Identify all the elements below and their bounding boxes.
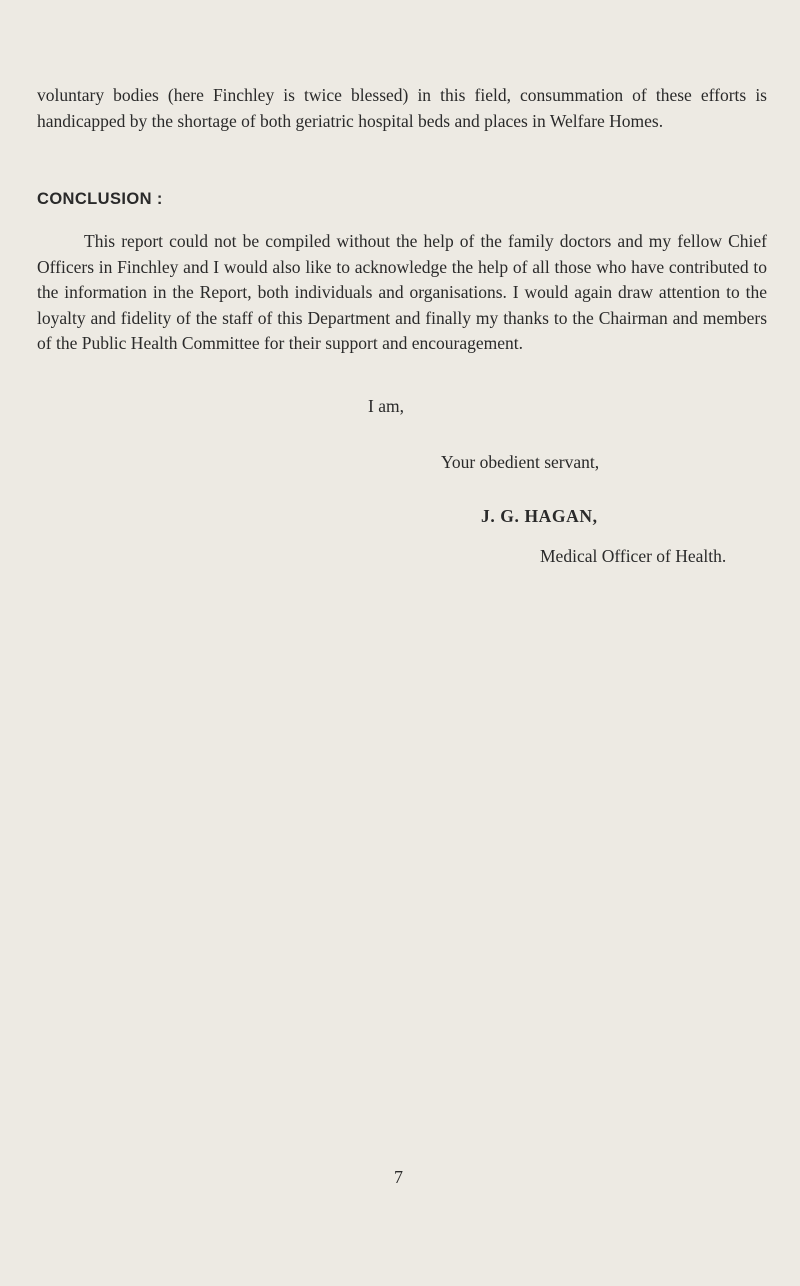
signer-title: Medical Officer of Health. — [540, 546, 727, 566]
page-number: 7 — [394, 1167, 403, 1187]
section-heading: CONCLUSION : — [37, 190, 163, 208]
letter-greeting: I am, — [368, 396, 404, 416]
conclusion-paragraph: This report could not be compiled without the help of the family doctors and my fellow Chief Officers in Finchley and I would also like to acknowledge the help of all those who have contributed to the information in the Report, both individuals and organisations. I would again draw attention to the loyalty and fidelity of the staff of this Department and finally my thanks to the Chairman and members of the Public Health Committee for their support and encouragement. — [37, 231, 767, 354]
signer-name: J. G. HAGAN, — [481, 506, 598, 526]
intro-paragraph: voluntary bodies (here Finchley is twice blessed) in this field, consummation of these efforts is handicapped by the shortage of both geriatric hospital beds and places in Welfare Homes. — [37, 85, 767, 131]
letter-closing: Your obedient servant, — [441, 452, 600, 472]
